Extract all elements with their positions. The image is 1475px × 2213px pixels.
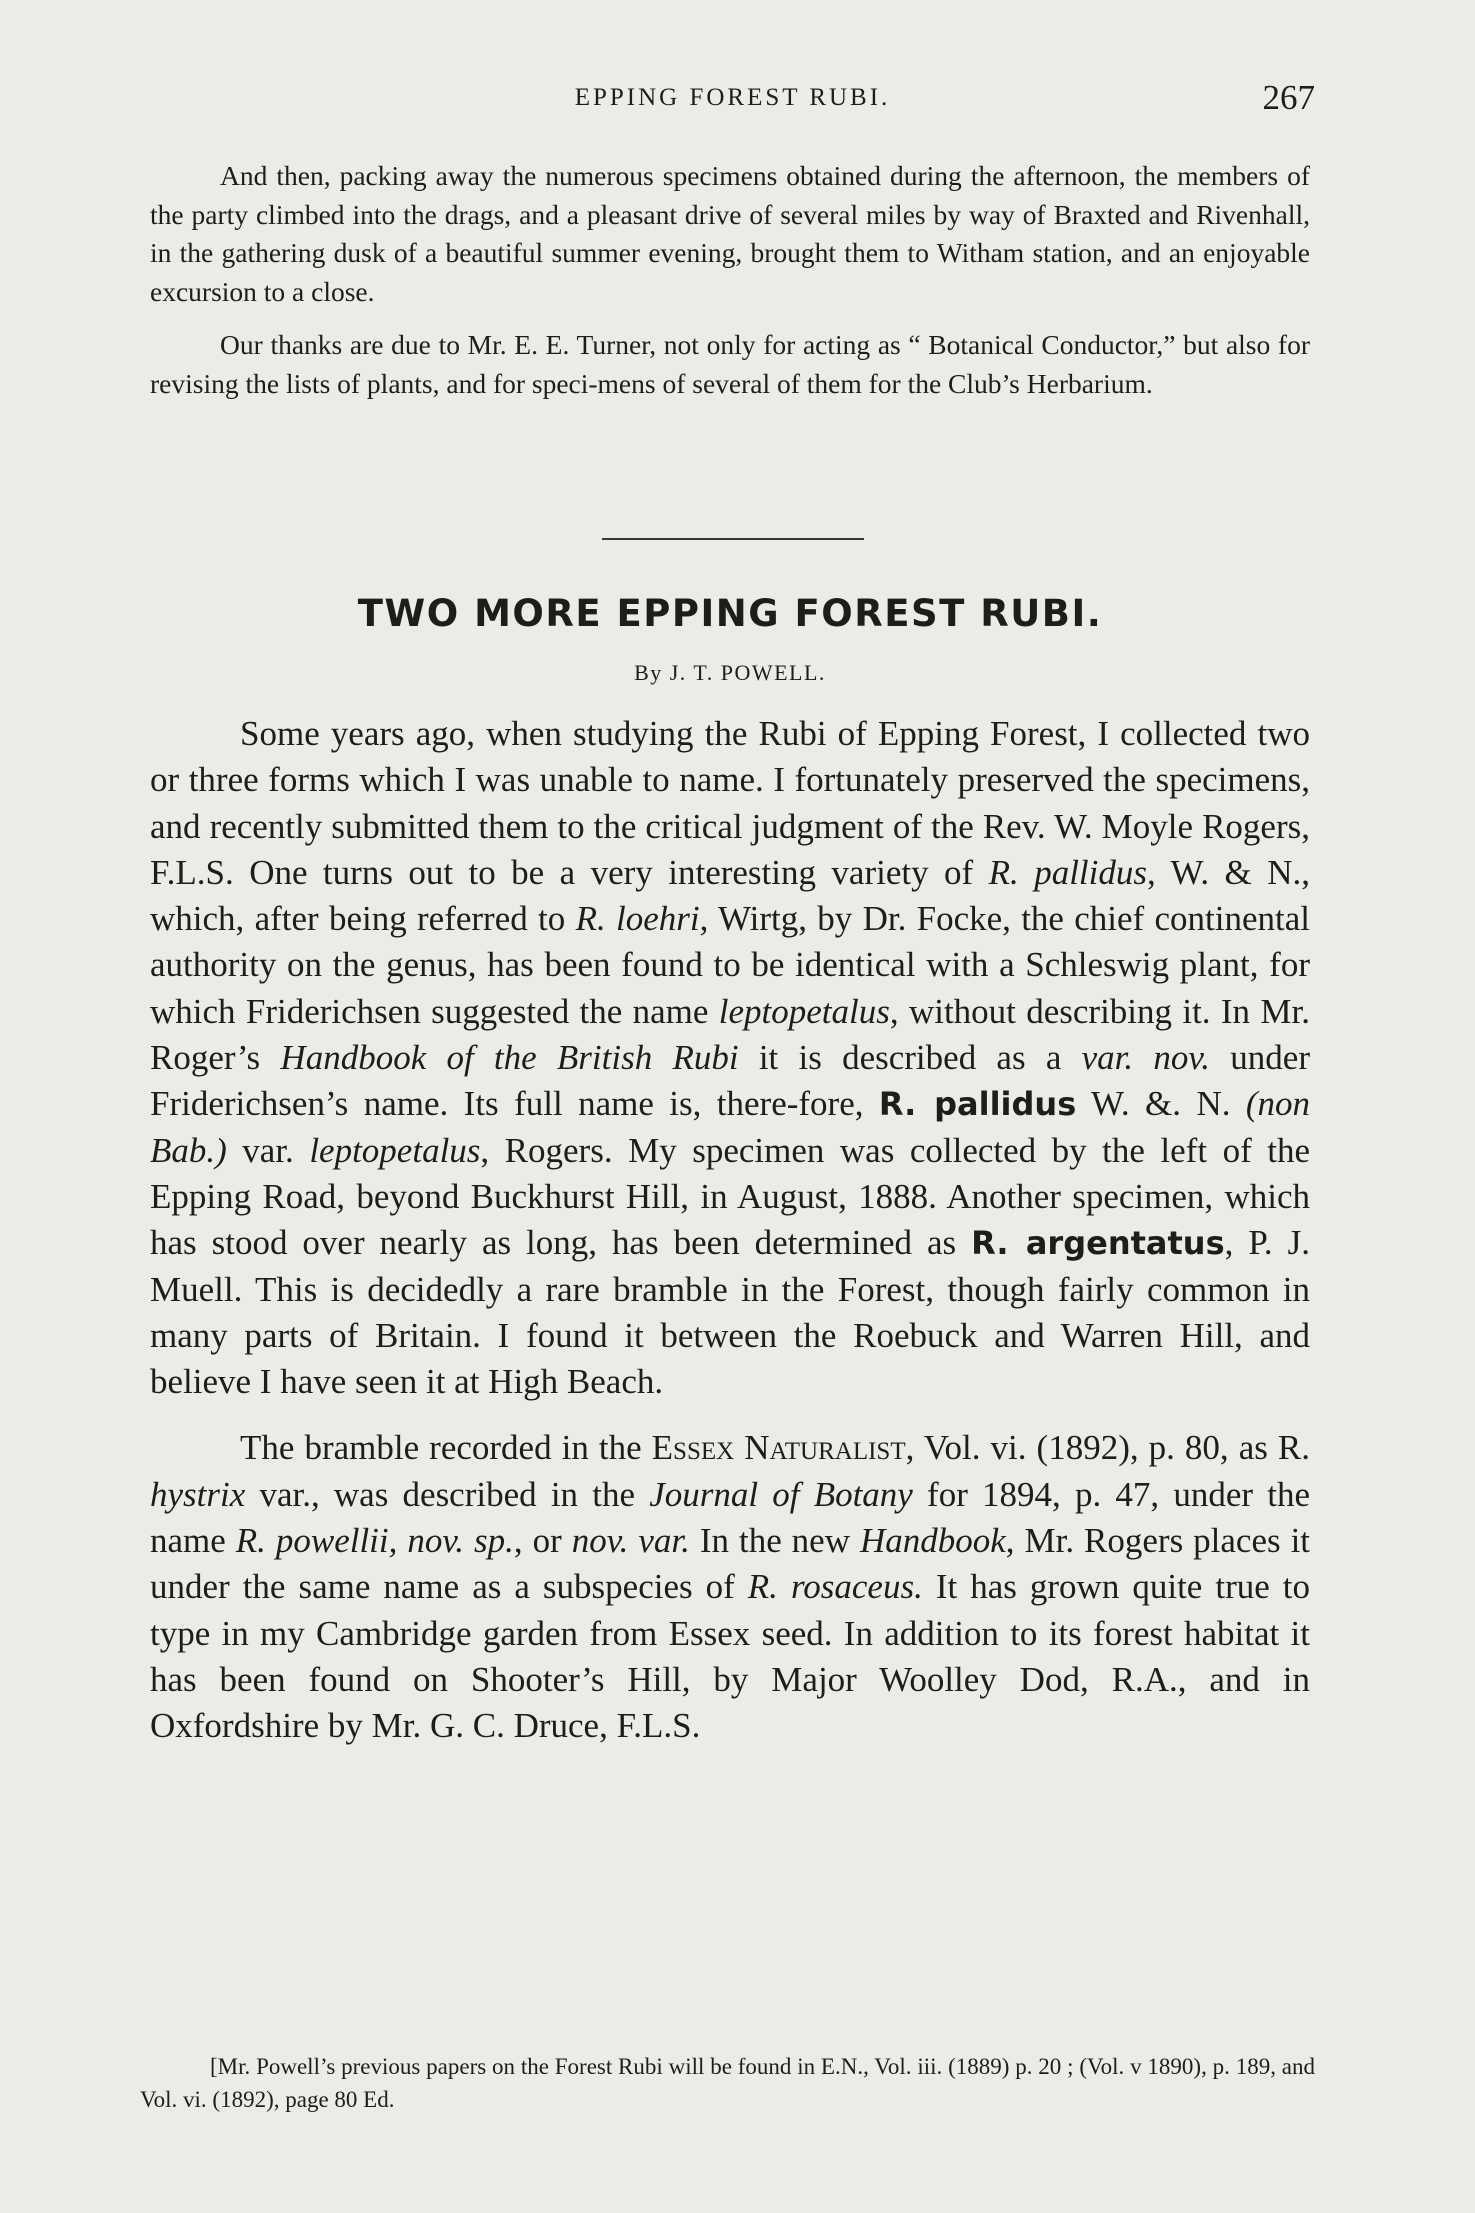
editor-footnote: [Mr. Powell’s previous papers on the Forest Rubi will be found in E.N., Vol. iii. (1889) p. 20 ; (Vol. v 1890), p. 189, and Vol. vi. (1892), page 80 Ed. [140,2054,1315,2112]
running-title: EPPING FOREST RUBI. [574,84,891,111]
journal-name: Essex Naturalist [651,1428,906,1468]
species-name-argentatus: R. argentatus [971,1224,1225,1263]
species-name-pallidus: R. pallidus [878,1085,1077,1124]
intro-section [150,157,1310,403]
article-byline: By J. T. POWELL. [634,660,826,685]
intro-paragraph-1: And then, packing away the numerous specimens obtained during the afternoon, the members of the party climbed into the drags, and a pleasant drive of several miles by way of Braxted and Rivenhall, in the gathering dusk of a beautiful summer evening, brought them to Witham station, and an enjoyable excursion to a close. [150,160,1310,307]
section-divider [602,538,864,540]
article-body [150,711,1310,1750]
body-paragraph-1: Some years ago, when studying the Rubi of Epping Forest, I collected two or three forms which I was unable to name. I fortunately preserved the specimens, and recently submitted them to the critical judgment of the Rev. W. Moyle Rogers, F.L.S. One turns out to be a very interesting variety of R. pallidus, W. & N., which, after being referred to R. loehri, Wirtg, by Dr. Focke, the chief continental authority on the genus, has been found to be identical with a Schleswig plant, for which Friderichsen suggested the name leptopetalus, without describing it. In Mr. Roger’s Handbook of the British Rubi it is described as a var. nov. under Friderichsen’s name. Its full name is, there-fore, R. pallidus W. &. N. (non Bab.) var. leptopetalus, Rogers. My specimen was collected by the left of the Epping Road, beyond Buckhurst Hill, in August, 1888. Another specimen, which has stood over nearly as long, has been determined as R. argentatus, P. J. Muell. This is decidedly a rare bramble in the Forest, though fairly common in many parts of Britain. I found it between the Roebuck and Warren Hill, and believe I have seen it at High Beach. [150,714,1311,1402]
body-paragraph-2: The bramble recorded in the Essex Naturalist, Vol. vi. (1892), p. 80, as R. hystrix var., was described in the Journal of Botany for 1894, p. 47, under the name R. powellii, nov. sp., or nov. var. In the new Handbook, Mr. Rogers places it under the same name as a subspecies of R. rosaceus. It has grown quite true to type in my Cambridge garden from Essex seed. In addition to its forest habitat it has been found on Shooter’s Hill, by Major Woolley Dod, R.A., and in Oxfordshire by Mr. G. C. Druce, F.L.S. [150,1428,1311,1746]
page-header [150,78,1315,128]
page-number: 267 [1262,78,1315,117]
intro-paragraph-2: Our thanks are due to Mr. E. E. Turner, not only for acting as “ Botanical Conductor,” but also for revising the lists of plants, and for speci-mens of several of them for the Club’s Herbarium. [150,329,1310,399]
article-title: TWO MORE EPPING FOREST RUBI. [357,592,1103,635]
